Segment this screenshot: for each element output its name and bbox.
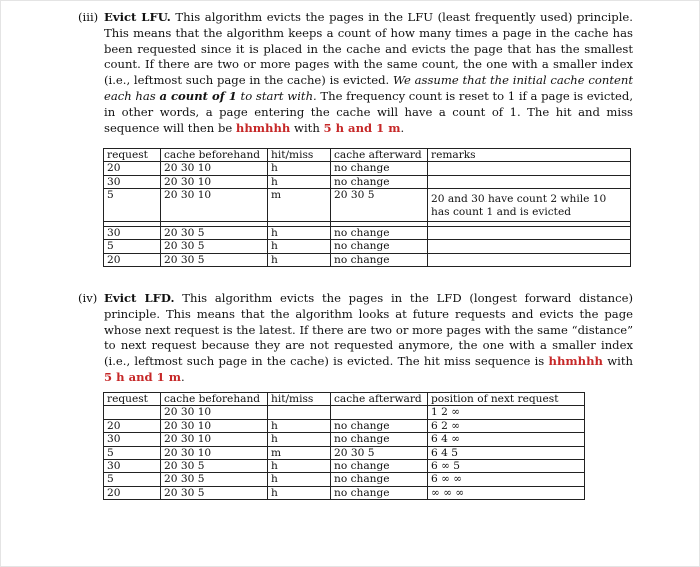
cell (428, 162, 631, 175)
cell: no change (331, 175, 428, 188)
cell: 20 (104, 253, 161, 266)
table-row (104, 162, 631, 175)
cell: 20 30 5 (331, 189, 428, 222)
cell: 30 (104, 460, 161, 473)
cell (428, 253, 631, 266)
cell: 20 (104, 419, 161, 432)
lfu-bold-italic: a count of 1 (159, 88, 237, 103)
lfu-result: 5 h and 1 m (323, 120, 401, 135)
cell: 20 (104, 162, 161, 175)
cell: h (268, 253, 331, 266)
cell (428, 240, 631, 253)
lfu-header-hitmiss: hit/miss (268, 149, 331, 162)
lfd-header-position: position of next request (428, 393, 585, 406)
cell: no change (331, 473, 428, 486)
lfu-italic-1: We assume that the initial cache content each has (104, 73, 633, 103)
cell: m (268, 446, 331, 459)
cell: 20 (104, 486, 161, 499)
cell: 20 30 10 (161, 446, 268, 459)
lfu-sequence: hhmhhh (235, 120, 291, 135)
cell: h (268, 486, 331, 499)
cell: 20 30 5 (331, 446, 428, 459)
lfu-italic-2: to start with. (236, 88, 317, 103)
cell: no change (331, 486, 428, 499)
table-row (104, 486, 585, 499)
cell (104, 406, 161, 419)
cell: no change (331, 460, 428, 473)
cell: no change (331, 433, 428, 446)
cell: 20 30 10 (161, 433, 268, 446)
cell: no change (331, 419, 428, 432)
cell: 20 30 10 (161, 162, 268, 175)
lfd-result: 5 h and 1 m (104, 369, 182, 384)
cell: h (268, 473, 331, 486)
table-row (104, 227, 631, 240)
cell: no change (331, 162, 428, 175)
lfd-marker: (iv) (78, 291, 98, 305)
lfu-header-request: request (104, 149, 161, 162)
lfu-text-3: with (290, 120, 324, 135)
lfu-header-row (104, 149, 631, 162)
evict-remark: 20 and 30 have count 2 while 10 has count 1 and is evicted (428, 189, 631, 222)
cell: no change (331, 240, 428, 253)
cell: 20 30 10 (161, 406, 268, 419)
table-row (104, 175, 631, 188)
cell (428, 175, 631, 188)
lfd-header-hitmiss: hit/miss (268, 393, 331, 406)
lfu-text-1: This algorithm evicts the pages in the LFU (least frequently used) principle. This means that the algorithm keeps a count of how many times a page in the cache has been requested since it is placed in the cache and evicts the page that has the smallest count. If there are two or more pages with the same count, the one with a smaller index (i.e., leftmost such page in the cache) is evicted. (104, 10, 633, 88)
table-row (104, 419, 585, 432)
cell: h (268, 433, 331, 446)
cell: h (268, 175, 331, 188)
lfu-header-remarks: remarks (428, 149, 631, 162)
cell: 1 2 ∞ (428, 406, 585, 419)
lfu-text-2: The frequency count is reset to 1 if a page is evicted, in other words, a page entering the cache will have a count of 1. The hit and miss sequence will then be (104, 88, 634, 135)
cell (428, 227, 631, 240)
table-row (104, 460, 585, 473)
table-row (104, 446, 585, 459)
cell: 6 ∞ ∞ (428, 473, 585, 486)
cell (268, 406, 331, 419)
table-row-evict (104, 189, 631, 222)
cell: no change (331, 227, 428, 240)
cell: no change (331, 253, 428, 266)
cell: h (268, 240, 331, 253)
lfd-header-request: request (104, 393, 161, 406)
cell: 20 30 5 (161, 473, 268, 486)
cell: 20 30 10 (161, 419, 268, 432)
lfu-marker: (iii) (78, 10, 99, 24)
lfd-heading: Evict LFD. (104, 291, 175, 305)
lfu-paragraph (78, 10, 633, 136)
table-row (104, 253, 631, 266)
table-row-initial (104, 406, 585, 419)
lfd-table (103, 392, 585, 500)
cell: 6 2 ∞ (428, 419, 585, 432)
lfd-header-after: cache afterward (331, 393, 428, 406)
cell: 6 4 ∞ (428, 433, 585, 446)
lfd-paragraph (78, 291, 633, 386)
lfd-header-before: cache beforehand (161, 393, 268, 406)
lfd-header-row (104, 393, 585, 406)
table-row (104, 473, 585, 486)
cell: 20 30 5 (161, 460, 268, 473)
cell: 20 30 10 (161, 175, 268, 188)
lfu-heading: Evict LFU. (104, 10, 171, 24)
cell: 20 30 10 (161, 189, 268, 222)
lfu-header-after: cache afterward (331, 149, 428, 162)
cell: m (268, 189, 331, 222)
cell: 20 30 5 (161, 227, 268, 240)
lfd-sequence: hhmhhh (548, 354, 603, 369)
lfd-text-3: . (181, 369, 185, 384)
lfd-text-1: This algorithm evicts the pages in the LFD (longest forward distance) principle. This means that the algorithm looks at future requests and evicts the page whose next request is the latest. If there are two or more pages with the same “distance” to next request because they are not requested anymore, the one with a smaller index (i.e., leftmost such page in the cache) is evicted. The hit miss sequence is (104, 291, 633, 369)
cell: 5 (104, 240, 161, 253)
lfu-header-before: cache beforehand (161, 149, 268, 162)
cell: 5 (104, 189, 161, 222)
cell (331, 406, 428, 419)
cell: 5 (104, 473, 161, 486)
cell: 6 4 5 (428, 446, 585, 459)
cell: 20 30 5 (161, 253, 268, 266)
table-row (104, 240, 631, 253)
cell: h (268, 162, 331, 175)
cell: h (268, 419, 331, 432)
cell: 20 30 5 (161, 240, 268, 253)
cell: 30 (104, 227, 161, 240)
lfu-text-4: . (400, 120, 405, 135)
cell: 20 30 5 (161, 486, 268, 499)
lfu-table (103, 148, 631, 267)
cell: 30 (104, 433, 161, 446)
cell: h (268, 227, 331, 240)
cell: 6 ∞ 5 (428, 460, 585, 473)
lfd-text-2: with (602, 354, 633, 369)
cell: h (268, 460, 331, 473)
table-row (104, 433, 585, 446)
cell: ∞ ∞ ∞ (428, 486, 585, 499)
cell: 5 (104, 446, 161, 459)
cell: 30 (104, 175, 161, 188)
